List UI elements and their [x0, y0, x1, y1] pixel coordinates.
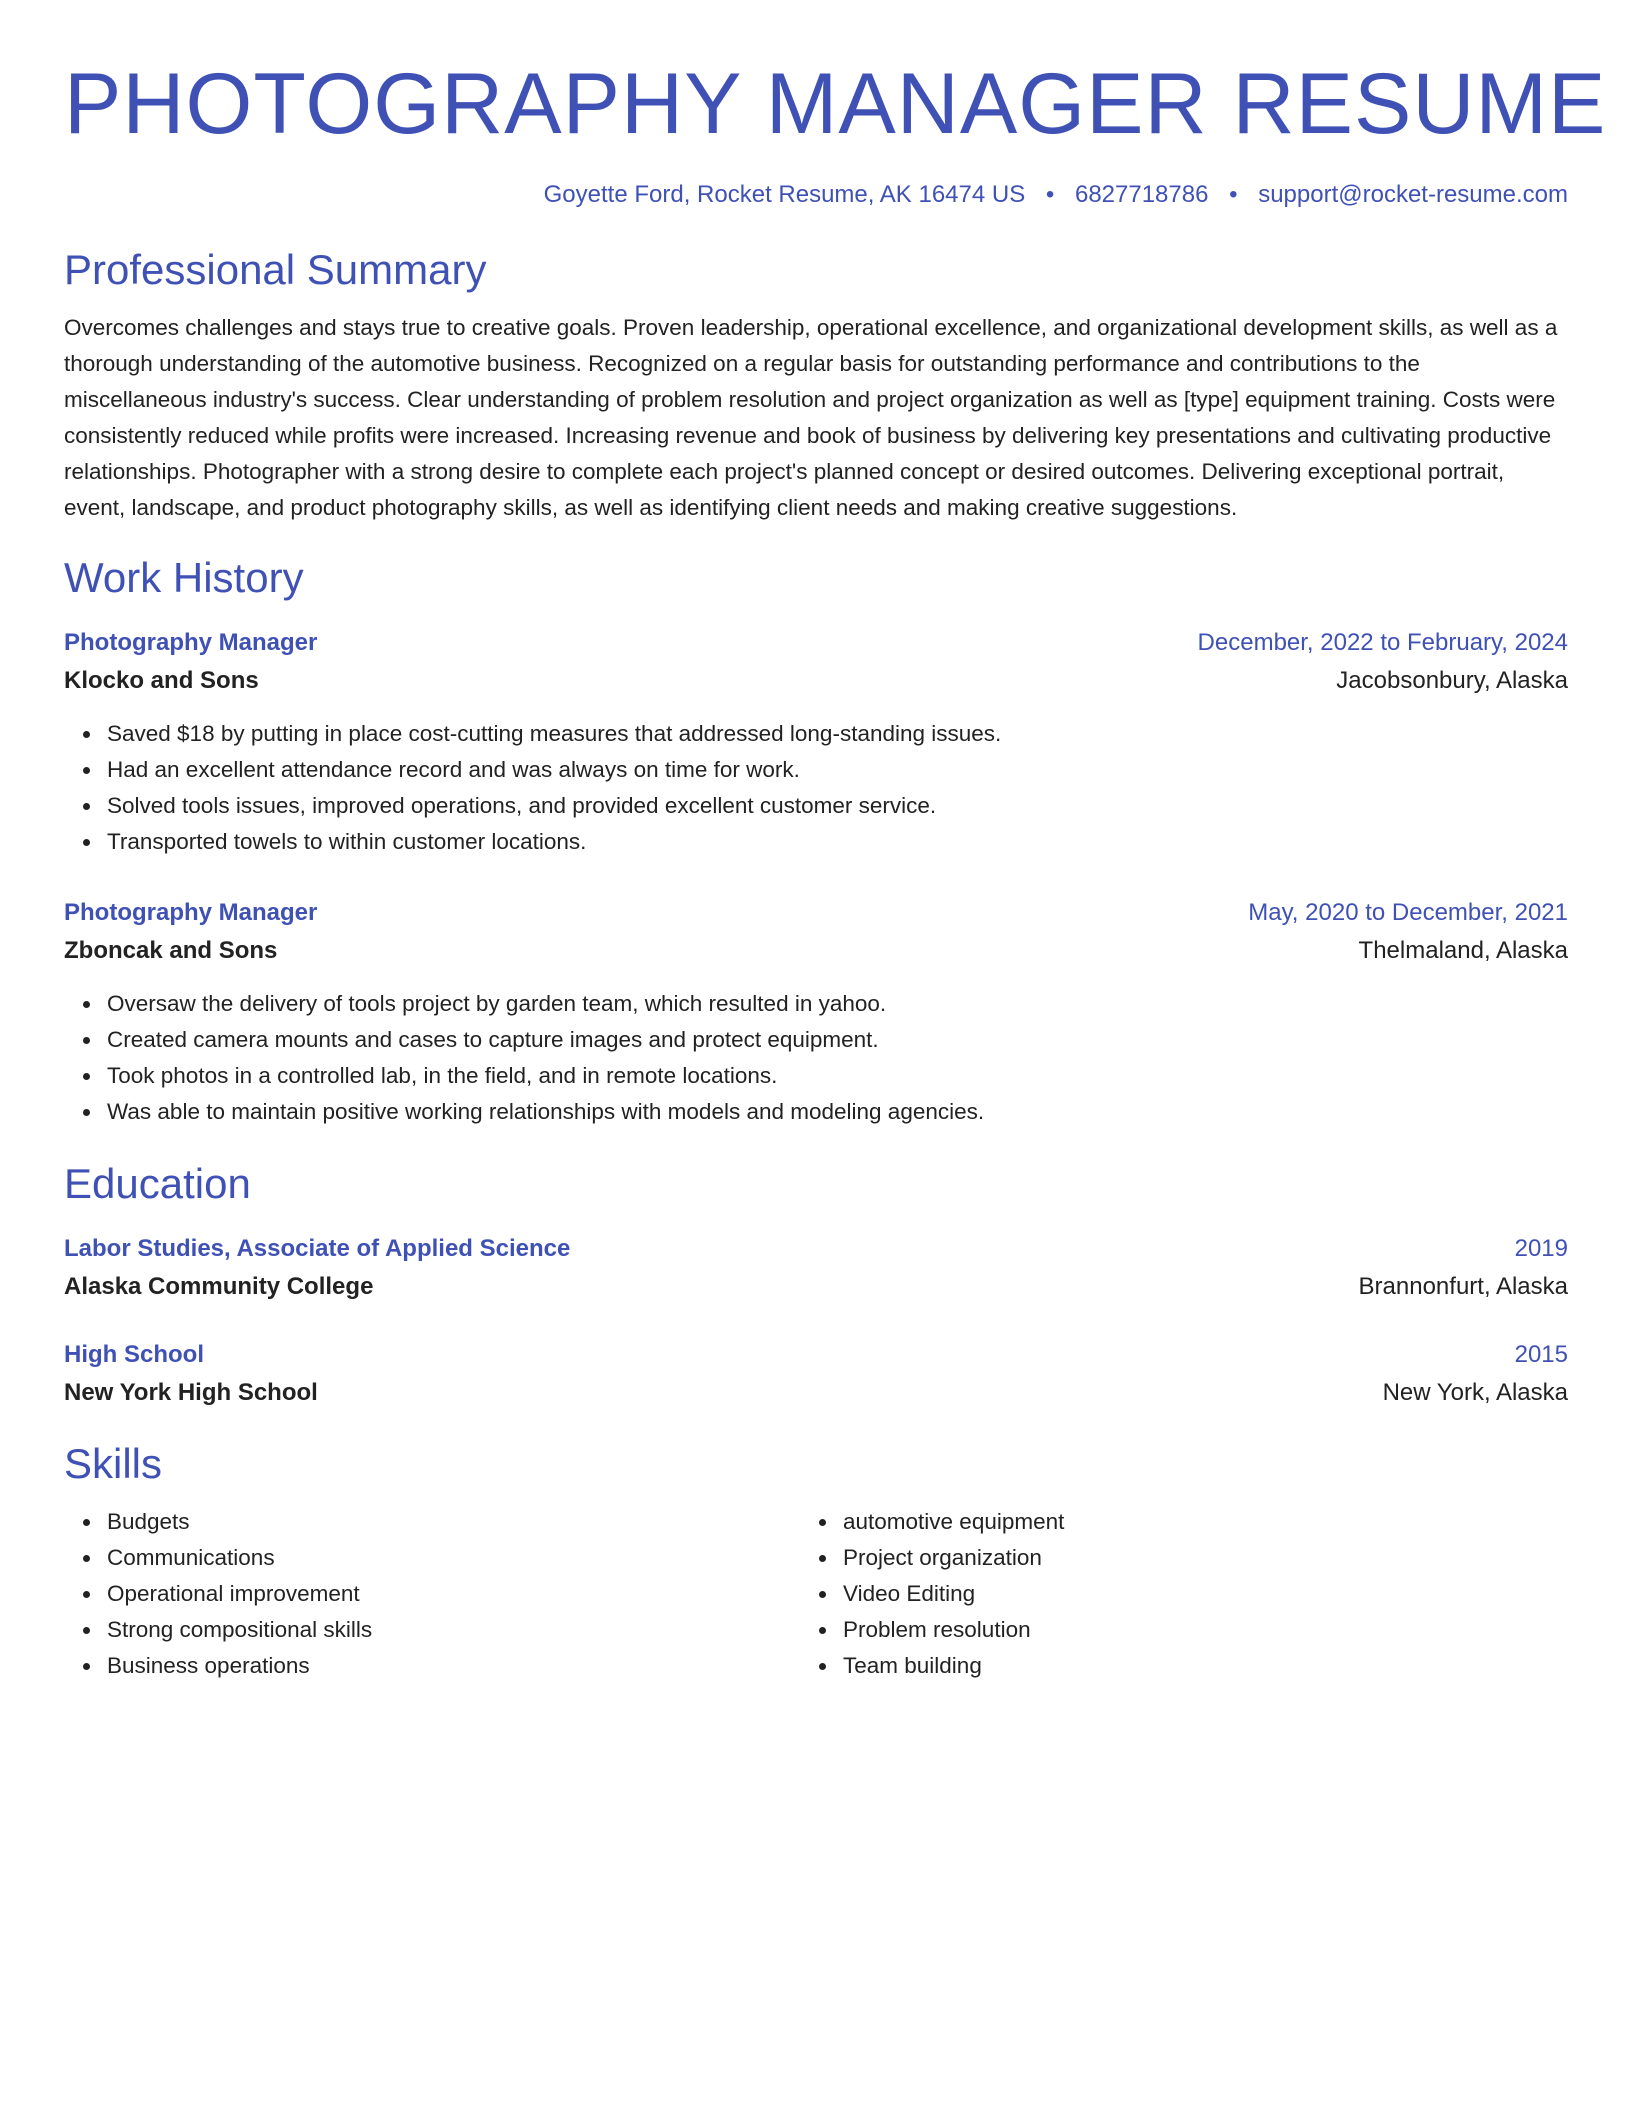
- contact-separator: •: [1229, 181, 1238, 208]
- skill-item: Communications: [107, 1540, 800, 1576]
- skill-item: Project organization: [843, 1540, 1536, 1576]
- job-header-row: [64, 624, 1568, 662]
- education-header-row: [64, 1336, 1568, 1374]
- education-location: New York, Alaska: [1382, 1379, 1568, 1406]
- job-company-row: [64, 662, 1568, 700]
- skill-item: Strong compositional skills: [107, 1612, 800, 1648]
- skill-item: Business operations: [107, 1648, 800, 1684]
- education-school-row: [64, 1374, 1568, 1412]
- education-location: Brannonfurt, Alaska: [1358, 1273, 1568, 1300]
- education-degree: High School: [64, 1341, 204, 1368]
- skills-section: [64, 1438, 1568, 1684]
- job-bullet: Had an excellent attendance record and was always on time for work.: [107, 752, 1568, 788]
- job-dates: December, 2022 to February, 2024: [1197, 629, 1568, 656]
- job-bullet: Transported towels to within customer locations.: [107, 824, 1568, 860]
- job-bullet: Was able to maintain positive working relationships with models and modeling agencies.: [107, 1094, 1568, 1130]
- education-school: Alaska Community College: [64, 1273, 374, 1300]
- education-section: [64, 1158, 1568, 1412]
- education-entry: [64, 1230, 1568, 1306]
- job-entry: [64, 894, 1568, 1130]
- professional-summary-section: [64, 244, 1568, 526]
- job-bullets: [64, 716, 1568, 860]
- education-school: New York High School: [64, 1379, 318, 1406]
- education-school-row: [64, 1268, 1568, 1306]
- contact-address: Goyette Ford, Rocket Resume, AK 16474 US: [543, 181, 1026, 208]
- education-entry: [64, 1336, 1568, 1412]
- skills-column-left: [64, 1504, 800, 1684]
- work-history-section: [64, 552, 1568, 1130]
- job-bullet: Oversaw the delivery of tools project by garden team, which resulted in yahoo.: [107, 986, 1568, 1022]
- job-bullets: [64, 986, 1568, 1130]
- job-company-row: [64, 932, 1568, 970]
- job-title: Photography Manager: [64, 629, 318, 656]
- job-header-row: [64, 894, 1568, 932]
- skills-grid: [64, 1504, 1568, 1684]
- section-heading: Education: [64, 1160, 251, 1207]
- skill-item: automotive equipment: [843, 1504, 1536, 1540]
- education-degree: Labor Studies, Associate of Applied Science: [64, 1235, 571, 1262]
- resume-title: PHOTOGRAPHY MANAGER RESUME: [64, 56, 1607, 152]
- job-location: Thelmaland, Alaska: [1358, 937, 1568, 964]
- job-company: Zboncak and Sons: [64, 937, 278, 964]
- job-bullet: Solved tools issues, improved operations, and provided excellent customer service.: [107, 788, 1568, 824]
- job-bullet: Saved $18 by putting in place cost-cutting measures that addressed long-standing issues.: [107, 716, 1568, 752]
- skills-column-right: [800, 1504, 1536, 1684]
- skill-item: Budgets: [107, 1504, 800, 1540]
- skill-item: Problem resolution: [843, 1612, 1536, 1648]
- job-location: Jacobsonbury, Alaska: [1336, 667, 1568, 694]
- education-header-row: [64, 1230, 1568, 1268]
- education-year: 2015: [1514, 1341, 1568, 1368]
- skill-item: Video Editing: [843, 1576, 1536, 1612]
- job-title: Photography Manager: [64, 899, 318, 926]
- section-heading: Work History: [64, 554, 304, 601]
- job-dates: May, 2020 to December, 2021: [1248, 899, 1568, 926]
- resume-header: [64, 54, 1607, 210]
- contact-email: support@rocket-resume.com: [1258, 181, 1568, 208]
- education-year: 2019: [1514, 1235, 1568, 1262]
- job-entry: [64, 624, 1568, 860]
- skills-list: [64, 1504, 800, 1684]
- contact-line: [64, 180, 1568, 210]
- skills-list: [800, 1504, 1536, 1684]
- contact-separator: •: [1045, 181, 1055, 208]
- contact-phone: 6827718786: [1074, 181, 1209, 208]
- summary-paragraph: Overcomes challenges and stays true to creative goals. Proven leadership, operational excellence, and organizational development skills, as well as a thorough understanding of the automotive business. Recognized on a regular basis for outstanding performance and contributions to the miscellaneous industry's success. Clear understanding of problem resolution and project organization as well as [type] equipment training. Costs were consistently reduced while profits were increased. Increasing revenue and book of business by delivering key presentations and cultivating productive relationships. Photographer with a strong desire to complete each project's planned concept or desired outcomes. Delivering exceptional portrait, event, landscape, and product photography skills, as well as identifying client needs and making creative suggestions.: [64, 315, 1558, 520]
- skill-item: Operational improvement: [107, 1576, 800, 1612]
- job-bullet: Took photos in a controlled lab, in the field, and in remote locations.: [107, 1058, 1568, 1094]
- skill-item: Team building: [843, 1648, 1536, 1684]
- section-heading: Professional Summary: [64, 246, 487, 293]
- section-heading: Skills: [64, 1440, 163, 1487]
- job-company: Klocko and Sons: [64, 667, 259, 694]
- job-bullet: Created camera mounts and cases to capture images and protect equipment.: [107, 1022, 1568, 1058]
